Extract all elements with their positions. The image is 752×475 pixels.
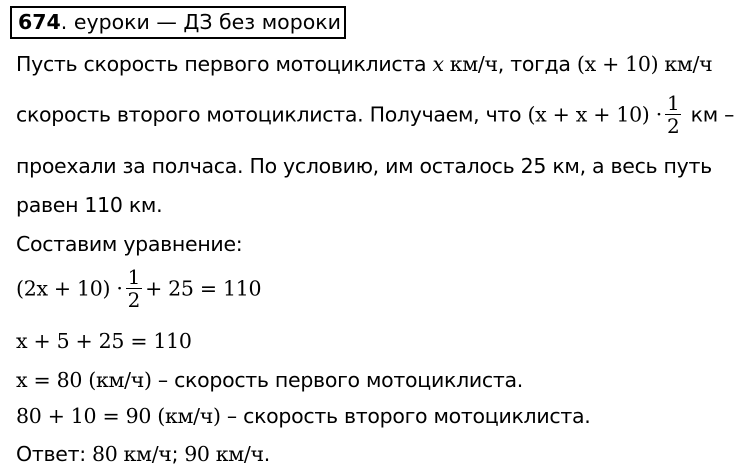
math-expression: (2x + 10) ·: [16, 276, 123, 301]
task-number: 674: [18, 10, 61, 34]
header-title: . еуроки — ДЗ без мороки: [60, 10, 341, 34]
solution-line-4: равен 110 км.: [16, 193, 163, 217]
unit-label: км/ч: [215, 442, 264, 466]
solution-line-1: [16, 52, 712, 76]
answer-line: [16, 442, 270, 466]
equation-4: [16, 404, 590, 428]
answer-value: 80: [92, 442, 118, 466]
unit-label: км/ч: [123, 442, 172, 466]
text-segment: скорость второго мотоциклиста. Получаем, что: [16, 102, 528, 127]
math-variable: x: [432, 52, 444, 76]
fraction-denominator: 2: [666, 114, 680, 138]
answer-value: 90: [184, 442, 210, 466]
fraction-denominator: 2: [127, 288, 141, 312]
equation-3: [16, 368, 523, 392]
solution-line-3: проехали за полчаса. По условию, им осталось 25 км, а весь путь: [16, 154, 712, 178]
fraction-numerator: 1: [666, 91, 680, 115]
unit-label: км/ч: [664, 52, 713, 76]
text-segment: Пусть скорость первого мотоциклиста: [16, 52, 433, 76]
fraction-half: [665, 92, 681, 137]
answer-label: Ответ:: [16, 442, 93, 466]
math-expression: (x + 10): [576, 52, 659, 76]
header-box: [10, 6, 346, 39]
text-segment: – скорость первого мотоциклиста.: [151, 368, 523, 392]
text-segment: – скорость второго мотоциклиста.: [220, 404, 591, 428]
text-segment: км –: [684, 102, 735, 127]
math-expression: + 25 = 110: [145, 276, 262, 301]
math-expression: 80 + 10 = 90 (км/ч): [16, 404, 221, 428]
math-expression: (x + x + 10) ·: [527, 102, 662, 127]
period: .: [263, 442, 270, 466]
solution-line-2: [16, 92, 734, 137]
math-expression: x = 80 (км/ч): [16, 368, 152, 392]
unit-label: км/ч: [449, 52, 498, 76]
fraction-numerator: 1: [127, 265, 141, 289]
text-segment: , тогда: [497, 52, 577, 76]
separator: ;: [171, 442, 179, 466]
solution-line-5: Составим уравнение:: [16, 232, 243, 256]
equation-1: [16, 266, 261, 311]
equation-2: x + 5 + 25 = 110: [16, 329, 192, 353]
fraction-half: [126, 266, 142, 311]
